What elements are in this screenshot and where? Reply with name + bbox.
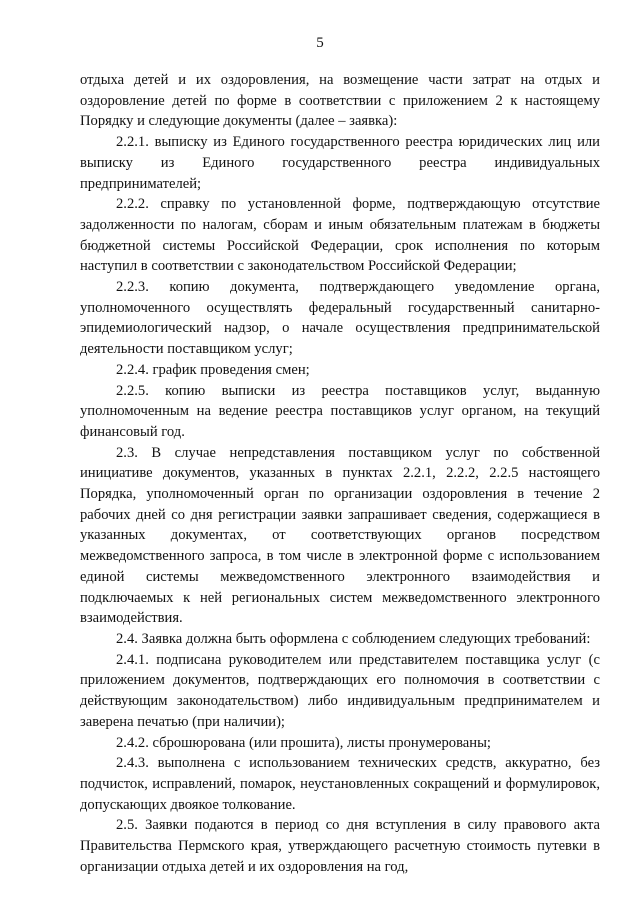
page-number: 5	[316, 35, 324, 51]
paragraph: отдыха детей и их оздоровления, на возмещение части затрат на отдых и оздоровление детей по форме в соответствии с приложением 2 к настоящему Порядку и следующие документы (далее – заявка):	[80, 72, 600, 130]
paragraph: 2.3. В случае непредставления поставщиком услуг по собственной инициативе документов, указанных в пунктах 2.2.1, 2.2.2, 2.2.5 настоящего Порядка, уполномоченный орган по организации оздоровления в течение 2 рабочих дней со дня регистрации заявки запрашивает сведения, содержащиеся в указанных документах, от соответствующих органов посредством межведомственного запроса, в том числе в электронной форме с использованием единой системы межведомственного электронного взаимодействия и подключаемых к ней региональных систем межведомственного электронного взаимодействия.	[80, 444, 600, 627]
paragraph: 2.4.1. подписана руководителем или представителем поставщика услуг (с приложением документов, подтверждающих его полномочия в соответствии с действующим законодательством) либо индивидуальным предпринимателем и заверена печатью (при наличии);	[80, 651, 600, 730]
paragraph: 2.2.4. график проведения смен;	[116, 361, 310, 378]
paragraph: 2.5. Заявки подаются в период со дня вступления в силу правового акта Правительства Пермского края, утверждающего расчетную стоимость путевки в организации отдыха детей и их оздоровления на год,	[80, 817, 600, 875]
paragraph: 2.4.2. сброшюрована (или прошита), листы пронумерованы;	[116, 734, 491, 751]
paragraph: 2.4.3. выполнена с использованием технических средств, аккуратно, без подчисток, исправлений, помарок, неустановленных сокращений и формулировок, допускающих двоякое толкование.	[80, 755, 600, 813]
paragraph: 2.2.1. выписку из Единого государственного реестра юридических лиц или выписку из Единого государственного реестра индивидуальных предпринимателей;	[80, 134, 600, 192]
paragraph: 2.2.2. справку по установленной форме, подтверждающую отсутствие задолженности по налогам, сборам и иным обязательным платежам в бюджеты бюджетной системы Российской Федерации, срок исполнения по которым наступил в соответствии с законодательством Российской Федерации;	[80, 196, 600, 275]
paragraph: 2.2.3. копию документа, подтверждающего уведомление органа, уполномоченного осуществлять федеральный государственный санитарно-эпидемиологический надзор, о начале осуществления предпринимательской деятельности поставщиком услуг;	[80, 279, 600, 358]
paragraph: 2.4. Заявка должна быть оформлена с соблюдением следующих требований:	[116, 630, 591, 647]
paragraph: 2.2.5. копию выписки из реестра поставщиков услуг, выданную уполномоченным на ведение реестра поставщиков услуг органом, на текущий финансовый год.	[80, 382, 600, 440]
document-body	[80, 70, 600, 877]
